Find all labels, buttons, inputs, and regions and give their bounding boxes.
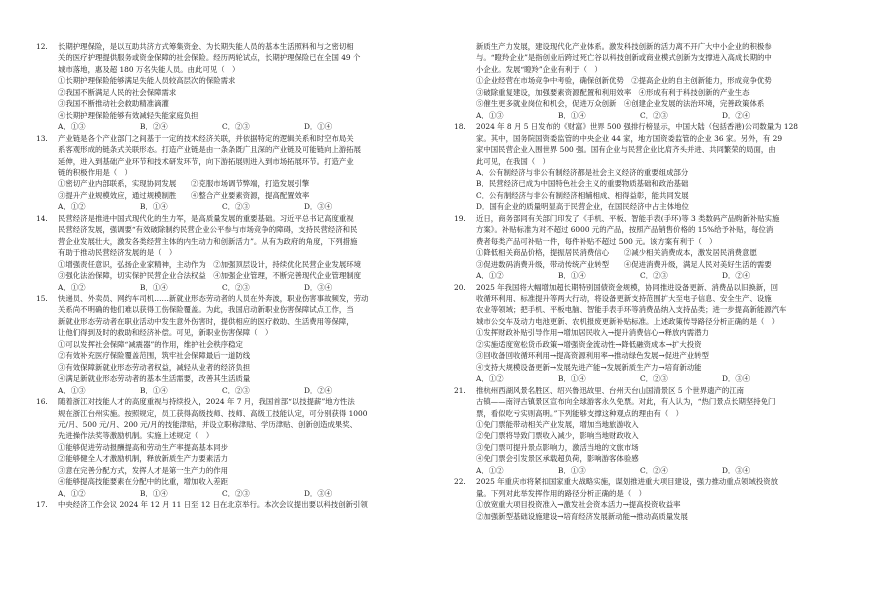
answer-choice: C．②③ (640, 110, 668, 120)
question-number: 21. (454, 385, 466, 395)
question-text-line: 元/月、500 元/月、200 元/月的技能津贴，并设立职称津贴、学历津贴、创新创造成果奖、 (58, 419, 358, 429)
question-block (36, 133, 431, 213)
question-number: 18. (454, 122, 466, 132)
answer-choice: B．①④ (140, 202, 168, 212)
question-text-line: 延伸，进入到基础产业环节和技术研发环节，向下游拓展则进入到市场拓展环节。打造产业 (58, 156, 354, 166)
question-text-line: 先进操作法奖等激励机制。实施上述规定（ ） (58, 431, 214, 441)
question-block (36, 41, 431, 133)
question-text-line: 关的医疗护理提供服务或资金保障的社会保险。经历两轮试点，长期护理保险已在全国 49 个 (58, 53, 361, 63)
option-line: ①能够促进劳动报酬提高和劳动生产率提高基本同步 (58, 442, 228, 452)
option-line: ①企业经营在市场竞争中考验，确保创新优势 ②提高企业的自主创新能力，形成竞争优势 (476, 76, 772, 86)
right-column (454, 41, 849, 522)
option-line: ①可以发挥社会保障“减震器”的作用，维护社会秩序稳定 (58, 339, 243, 349)
answer-choice: B．①③ (558, 465, 586, 475)
option-line: ③促进数码消费升级，带动传统产业转型 ④促进消费升级，满足人民对美好生活的需要 (476, 259, 772, 269)
answer-choice: D．③④ (304, 282, 333, 292)
question-text-line: 方案》。补贴标准为对不超过 6000 元的产品，按照产品销售价格的 15%给予补贴，每位消 (476, 225, 774, 235)
question-block (36, 293, 431, 396)
answer-choice: C．②③ (640, 374, 668, 384)
answer-choice: B．①④ (558, 110, 586, 120)
answer-choice: D．③④ (304, 202, 333, 212)
question-text-line: 系客观形成的链条式关联形态。打造产业链是由一条条既广且深的产业链及可能链向上游拓展 (58, 145, 362, 155)
question-text-line: 有助于推动民营经济发展的是（ ） (58, 248, 177, 258)
option-line: ③强化法治保障，切实保护民营企业合法权益 ④加强企业管理，不断完善现代企业管理制度 (58, 271, 362, 281)
answer-choice: D．②④ (304, 385, 333, 395)
option-line: ①放宽重大项目投资准入→激发社会资本活力→提高投资收益率 (476, 500, 681, 510)
option-line: ④长期护理保险能够有效减轻失能家庭负担 (58, 110, 199, 120)
answer-choices (36, 282, 431, 293)
answer-choice: C．②③ (222, 282, 250, 292)
question-number: 15. (36, 293, 48, 303)
question-text-line: 家中国民营企业入围世界 500 强。国有企业与民营企业比肩齐头并进、共同繁荣的局面，由 (476, 145, 776, 155)
question-text: 2025 年我国将大幅增加超长期特别国债资金规模，协同推进设备更新、消费品以旧换新，回 (476, 282, 779, 292)
option-line: ③有效保障新就业形态劳动者权益，减轻从业者的经济负担 (58, 362, 251, 372)
question-text-line (454, 476, 849, 487)
option-line: ④支持大规模设备更新→发展先进产能→发展新质生产力→培育新动能 (476, 362, 702, 372)
option-line: ①增强责任意识，弘扬企业家精神，主动作为 ②加强顶层设计，持续优化民营企业发展环境 (58, 259, 362, 269)
question-text-line: 小企业。发展“瞪羚”企业有利于（ ） (476, 64, 602, 74)
option-line: C．公有制经济与非公有制经济相辅相成、相得益彰，能共同发展 (476, 190, 689, 200)
answer-choice: C．②③ (222, 488, 250, 498)
question-text: 产业链是各个产业部门之间基于一定的技术经济关联，并依据特定的逻辑关系和时空布局关 (58, 133, 354, 143)
option-line: ④满足新就业形态劳动者的基本生活需要，改善其生活质量 (58, 374, 251, 384)
question-text-line (36, 499, 431, 510)
answer-choice: A．①③ (476, 110, 504, 120)
option-line: ②我国不断满足人民的社会保障需求 (58, 87, 177, 97)
answer-choice: C．②③ (222, 122, 250, 132)
answer-choice: B．①④ (140, 282, 168, 292)
option-line: ①长期护理保险能够满足失能人员较高层次的保险需求 (58, 76, 236, 86)
left-column (36, 41, 431, 511)
question-text-line: 量。下列对此举发挥作用的路径分析正确的是（ ） (476, 488, 646, 498)
option-line: B．民营经济已成为中国特色社会主义的重要物质基础和政治基础 (476, 179, 689, 189)
question-text-line (36, 41, 431, 52)
answer-choices (36, 201, 431, 212)
question-text: 民营经济是推进中国式现代化的生力军，是高质量发展的重要基础。习近平总书记高度重视 (58, 213, 354, 223)
question-block (454, 121, 849, 213)
answer-choice: D．②④ (722, 110, 751, 120)
answer-choices (36, 121, 431, 132)
question-block (454, 41, 849, 121)
answer-choice: C．②④ (640, 465, 668, 475)
option-line: ②能够健全人才激励机制，释放新质生产力要素活力 (58, 454, 228, 464)
question-block (36, 213, 431, 293)
question-block (454, 282, 849, 385)
question-text: 随着浙江对技能人才的高度重视与持续投入，2024 年 7 月，我国首部“以技提薪”地方性法 (58, 397, 355, 407)
question-text-line: 城市公交车及动力电池更新、农机报废更新补贴标准。上述政策传导路径分析正确的是（ ） (476, 316, 780, 326)
question-block (36, 396, 431, 499)
option-line: D．国有企业的质量明显高于民营企业，在国民经济中占主体地位 (476, 202, 689, 212)
option-line: ④免门票会引发景区承载超负荷，影响游客体验感 (476, 454, 639, 464)
question-number: 19. (454, 213, 466, 223)
answer-choice: A．①② (476, 374, 504, 384)
answer-choices (454, 373, 849, 384)
answer-choice: B．②④ (140, 122, 168, 132)
question-text-line: 城市落地，惠及超 180 万名失能人员。由此可见（ ） (58, 64, 240, 74)
question-text-line: 收循环利用、标准提升等两大行动，将设备更新支持范围扩大至电子信息、安全生产、设施 (476, 293, 772, 303)
option-line: ②免门票将导致门票收入减少，影响当地财政收入 (476, 431, 639, 441)
question-text-line (36, 396, 431, 407)
answer-choice: A．①② (58, 202, 86, 212)
answer-choice: C．②③ (640, 271, 668, 281)
answer-choice: B．①④ (558, 271, 586, 281)
option-line: ③免门票可提升景点影响力，激活当地的文旅市场 (476, 442, 639, 452)
answer-choices (36, 488, 431, 499)
option-line: ④能够提高技能要素在分配中的比重，增加收入差距 (58, 477, 228, 487)
question-text-line: 营企业发展壮大，激发各类经营主体的内生动力和创新活力”。从有为政府的角度，下列措施 (58, 236, 358, 246)
question-text: 推杭州西湖风景名胜区、绍兴鲁迅故里、台州天台山国清景区 5 个世界遗产的江南 (476, 385, 745, 395)
question-number: 17. (36, 500, 48, 510)
option-line: ③意在完善分配方式，发挥人才是第一生产力的作用 (58, 465, 228, 475)
option-line: ③提升产业规模效应，通过规模制胜 ④整合产业要素资源，提高配置效率 (58, 190, 310, 200)
answer-choice: A．①② (58, 488, 86, 498)
question-text-line (454, 282, 849, 293)
answer-choice: A．①③ (58, 385, 86, 395)
question-text-line: 费者每类产品可补贴一件，每件补贴不超过 500 元。该方案有利于（ ） (476, 236, 717, 246)
question-text-line: 此可见，在我国（ ） (476, 156, 550, 166)
question-text: 2024 年 8 月 5 日发布的《财富》世界 500 强排行榜显示，中国大陆（包括香港)公司数量为 128 (476, 122, 798, 132)
option-line: ②有效补充医疗保险覆盖范围，筑牢社会保障最后一道防线 (58, 351, 251, 361)
question-text-line: 新就业形态劳动者在职业活动中发生意外伤害时，提供相应的医疗救助、生活费用等保障， (58, 316, 354, 326)
answer-choice: A．①② (476, 465, 504, 475)
answer-choice: B．①④ (140, 488, 168, 498)
question-text-line (454, 385, 849, 396)
option-line: ①密切产业内部联系，实现协同发展 ②克服市场调节弊端，打造发展引擎 (58, 179, 310, 189)
answer-choices (454, 270, 849, 281)
question-number: 12. (36, 42, 48, 51)
question-text-line: 票，看似吃亏实则高明。”下列能够支撑这种观点的理由有（ ） (476, 408, 684, 418)
answer-choices (454, 110, 849, 121)
question-number: 20. (454, 282, 466, 292)
answer-choice: D．①④ (304, 122, 333, 132)
question-text-line: 与。“瞪羚企业”是指创业后跨过死亡谷以科技创新或商业模式创新为支撑进入高成长期的中 (476, 53, 772, 63)
question-text-line: 让他们得到及时的救助和经济补偿。可见，新职业伤害保障（ ） (58, 328, 273, 338)
question-text-line: 规在浙江台州实施。按照规定，员工获得高级技师、技师、高级工技能认定，可分别获得 1000 (58, 408, 368, 418)
question-text: 中央经济工作会议 2024 年 12 月 11 日至 12 日在北京举行。本次会议提出要以科技创新引领 (58, 500, 368, 510)
question-number: 16. (36, 397, 48, 407)
question-text-line: 古镇——南浔古镇景区宣布向全球游客永久免票。对此，有人认为，“热门景点长期坚持免门 (476, 397, 776, 407)
question-text-line: 新质生产力发展，建设现代化产业体系。激发科技创新的活力离不开广大中小企业的积极参 (476, 42, 772, 51)
question-text-line (454, 121, 849, 132)
answer-choice: D．③④ (304, 488, 333, 498)
question-text-line: 农业等领域；把手机、平板电脑、智能手表手环等消费品纳入支持品类；进一步提高新能源汽车 (476, 305, 787, 315)
option-line: ①发挥财政补贴引导作用→增加居民收入→提升消费信心→释放内需潜力 (476, 328, 709, 338)
option-line: ③破除重复建设，加强要素资源配置和利用效率 ④形成有利于科技创新的产业生态 (476, 87, 750, 97)
question-text: 2025 年重庆市将紧扣国家重大战略实施，谋划推进重大项目建设，强力推动重点领域投资放 (476, 477, 779, 487)
answer-choices (454, 465, 849, 476)
question-text-line (36, 133, 431, 144)
option-line: ①降低相关商品价格，提振居民消费信心 ②减少相关消费成本，激发居民消费意愿 (476, 248, 757, 258)
question-number: 22. (454, 477, 466, 487)
question-number: 13. (36, 133, 48, 143)
answer-choice: A．①② (58, 282, 86, 292)
answer-choice: D．③④ (722, 465, 751, 475)
option-line: ②加强新型基础设施建设→培育经济发展新动能→推动高质量发展 (476, 511, 688, 521)
question-block (36, 499, 431, 510)
question-text-line: 家。其中，国务院国资委监管的中央企业 44 家，地方国资委监管的企业 36 家。另外，有 29 (476, 133, 783, 143)
question-block (454, 213, 849, 282)
option-line: ①免门票能带动相关产业发展，增加当地旅游收入 (476, 419, 639, 429)
question-text-line: 链的积极作用是（ ） (58, 167, 132, 177)
question-text: 快递员、外卖员、网约车司机……新就业形态劳动者的人员在外奔波，职业伤害事故频发，劳动 (58, 293, 369, 303)
option-line: ⑤催生更多就业岗位和机会，促进万众创新 ④创建企业发展的法治环境，完善政策体系 (476, 99, 765, 109)
question-text-line (454, 213, 849, 224)
question-text-line: 关系尚不明确的他们难以获得工伤保险覆盖。为此，我国启动新职业伤害保障试点工作，当 (58, 305, 354, 315)
answer-choice: C．②③ (222, 385, 250, 395)
answer-choice: B．①④ (140, 385, 168, 395)
question-block (454, 385, 849, 477)
answer-choices (36, 385, 431, 396)
question-number: 14. (36, 213, 48, 223)
answer-choice: A．①③ (58, 122, 86, 132)
option-line: ②实施适度宽松货币政策→增强资金流动性→降低融资成本→扩大投资 (476, 339, 702, 349)
question-block (454, 476, 849, 522)
answer-choice: C．②③ (222, 202, 250, 212)
option-line: ③回收备回收循环利用→提高资源利用率→推动绿色发展→促进产业转型 (476, 351, 709, 361)
answer-choice: D．③④ (722, 374, 751, 384)
answer-choice: A．①② (476, 271, 504, 281)
question-text: 长期护理保险，是以互助共济方式筹集资金、为长期失能人员的基本生活照料和与之密切相 (58, 42, 354, 51)
option-line: A．公有制经济与非公有制经济都是社会主义经济的重要组成部分 (476, 167, 689, 177)
answer-choice: B．①④ (558, 374, 586, 384)
question-text: 近日，商务部同有关部门印发了《手机、平板、智能手表(手环)等 3 类数码产品购新补贴实施 (476, 213, 780, 223)
question-text-line: 民营经济发展，强调要“有效破除制约民营企业公平参与市场竞争的障碍，支持民营经济和民 (58, 225, 358, 235)
option-line: ③我国不断推动社会救助精准滴灌 (58, 99, 169, 109)
question-text-line (36, 213, 431, 224)
answer-choice: D．②④ (722, 271, 751, 281)
question-text-line (36, 293, 431, 304)
